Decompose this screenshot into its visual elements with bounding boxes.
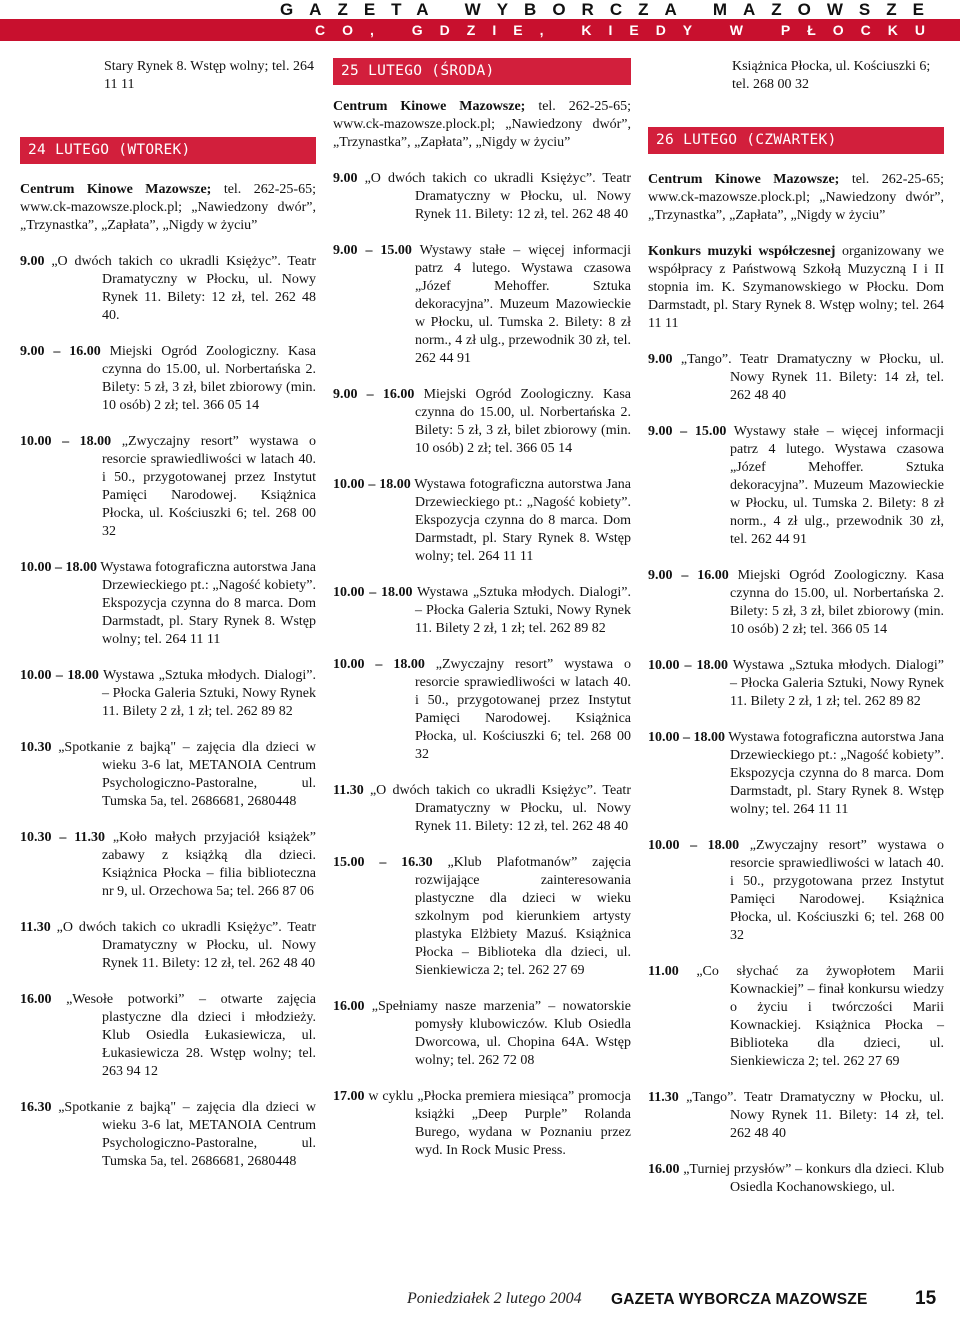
entry-text: „O dwóch takich co ukradli Księżyc”. Teatr Dramatyczny w Płocku, ul. Nowy Rynek 11. Bilety: 12 zł, tel. 262 48 40. — [51, 254, 316, 323]
entry-text: „Zwyczajny resort” wystawa o resorcie sprawiedliwości w latach 40. i 50., przygotowana przez Instytut Pamięci Narodowej. Książnica Płocka, ul. Kościuszki 6; tel. 268 00 32 — [730, 838, 945, 943]
listing-entry — [648, 1089, 944, 1143]
entry-time: 9.00 — [648, 352, 673, 367]
entry-time: 10.00 – 18.00 — [333, 657, 425, 672]
column-3 — [648, 58, 944, 1215]
entry-time: 10.00 – 18.00 — [648, 658, 728, 673]
listing-entry — [333, 782, 631, 836]
entry-text: Miejski Ogród Zoologiczny. Kasa czynna do 15.00, ul. Norbertańska 2. Bilety: 5 zł, 3 zł, bilet zbiorowy (min. 10 osób) 2 zł; tel. 366 05 14 — [102, 344, 317, 413]
page-footer — [0, 1288, 960, 1314]
listing-entry — [648, 837, 944, 945]
listing-entry — [20, 829, 316, 901]
day-header-tuesday: 24 LUTEGO (WTOREK) — [20, 137, 316, 164]
listing-entry — [648, 1161, 944, 1197]
listing-entry — [20, 181, 316, 235]
entry-text: „Co słychać za żywopłotem Marii Kownackiej” – finał konkursu wiedzy o życiu i twórczości Marii Kownackiej. Książnica Płocka – Biblioteka dla dzieci, ul. Sienkiewicza 2; tel. 262 27 69 — [696, 964, 945, 1069]
entry-text: „Spotkanie z bajką" – zajęcia dla dzieci w wieku 3-6 lat, METANOIA Centrum Psychologiczno-Pastoralne, ul. Tumska 5a, tel. 2686681, 2680448 — [58, 740, 317, 809]
masthead-title: GAZETA WYBORCZA MAZOWSZE — [0, 0, 960, 19]
entry-text: „O dwóch takich co ukradli Księżyc”. Teatr Dramatyczny w Płocku, ul. Nowy Rynek 11. Bilety: 12 zł, tel. 262 48 40 — [364, 171, 631, 222]
entry-time: 10.00 – 18.00 — [648, 730, 726, 745]
entry-text: Wystawa fotograficzna autorstwa Jana Drzewieckiego pt.: „Nagość kobiety”. Ekspozycja czynna do 8 marca. Dom Darmstadt, pl. Stary Rynek 8. Wstęp wolny; tel. 264 11 11 — [414, 477, 631, 564]
entry-time: 10.00 – 18.00 — [333, 585, 413, 600]
listing-entry — [333, 584, 631, 638]
listing-entry — [648, 657, 944, 711]
entry-text: Wystawy stałe – więcej informacji patrz 4 lutego. Wystawa czasowa „Józef Mehoffer. Sztuka dekoracyjna”. Muzeum Mazowieckie w Płocku, ul. Tumska 2. Bilety: 8 zł norm., 4 zł ulg., przewodnik 30 zł, tel. 262 44 91 — [730, 424, 944, 547]
entry-time: 10.00 – 18.00 — [20, 434, 112, 449]
column-2-entries — [333, 98, 631, 1160]
entry-time: 9.00 – 15.00 — [333, 243, 412, 258]
entry-time: 11.30 — [333, 783, 364, 798]
day-header-wednesday: 25 LUTEGO (ŚRODA) — [333, 58, 631, 85]
listing-entry — [20, 919, 316, 973]
entry-text: Miejski Ogród Zoologiczny. Kasa czynna do 15.00, ul. Norbertańska 2. Bilety: 5 zł, 3 zł, bilet zbiorowy (min. 10 osób) 2 zł; tel. 366 05 14 — [730, 568, 945, 637]
entry-text: „Zwyczajny resort” wystawa o resorcie sprawiedliwości w latach 40. i 50., przygotowanej przez Instytut Pamięci Narodowej. Książnica Płocka, ul. Kościuszki 6; tel. 268 00 32 — [415, 657, 632, 762]
column-1-intro: Stary Rynek 8. Wstęp wolny; tel. 264 11 11 — [104, 59, 314, 92]
column-1-entries — [20, 181, 316, 1171]
entry-time: 16.00 — [20, 992, 52, 1007]
entry-time: 9.00 — [20, 254, 45, 269]
day-header-thursday: 26 LUTEGO (CZWARTEK) — [648, 127, 944, 154]
listing-entry — [20, 667, 316, 721]
entry-time: 16.30 — [20, 1100, 52, 1115]
entry-text: Wystawa fotograficzna autorstwa Jana Drzewieckiego pt.: „Nagość kobiety”. Ekspozycja czynna do 8 marca. Dom Darmstadt, pl. Stary Rynek 8. Wstęp wolny; tel. 264 11 11 — [100, 560, 317, 647]
footer-paper-name: GAZETA WYBORCZA MAZOWSZE — [611, 1291, 868, 1308]
listing-entry — [20, 1099, 316, 1171]
entry-time: 16.00 — [648, 1162, 680, 1177]
listing-entry — [648, 351, 944, 405]
entry-text: „Turniej przysłów” – konkurs dla dzieci. Klub Osiedla Kochanowskiego, ul. — [683, 1162, 944, 1195]
listing-entry — [648, 171, 944, 225]
entry-text: Miejski Ogród Zoologiczny. Kasa czynna do 15.00, ul. Norbertańska 2. Bilety: 5 zł, 3 zł, bilet zbiorowy (min. 10 osób) 2 zł; tel. 366 05 14 — [415, 387, 632, 456]
entry-text: „Klub Plafotmanów” zajęcia rozwijające zainteresowania plastyczne dla dzieci w wieku szkolnym pod kierunkiem artysty plastyka Elżbiety Mazuś. Książnica Płocka – Biblioteka dla dzieci, ul. Sienkiewicza 2; tel. 262 27 69 — [415, 855, 631, 978]
entry-time: 10.00 – 18.00 — [648, 838, 740, 853]
column-3-intro: Książnica Płocka, ul. Kościuszki 6; tel. 268 00 32 — [732, 59, 931, 92]
column-3-entries — [648, 171, 944, 1197]
footer-date: Poniedziałek 2 lutego 2004 — [407, 1290, 582, 1307]
entry-text: Wystawa „Sztuka młodych. Dialogi”. – Płocka Galeria Sztuki, Nowy Rynek 11. Bilety 2 zł, 1 zł; tel. 262 89 82 — [415, 585, 632, 636]
entry-time: 15.00 – 16.30 — [333, 855, 433, 870]
page-number: 15 — [915, 1288, 937, 1309]
entry-time: 9.00 – 15.00 — [648, 424, 727, 439]
entry-time: 11.30 — [20, 920, 51, 935]
listing-entry — [20, 739, 316, 811]
entry-text: „Spotkanie z bajką" – zajęcia dla dzieci w wieku 3-6 lat, METANOIA Centrum Psychologiczno-Pastoralne, ul. Tumska 5a, tel. 2686681, 2680448 — [58, 1100, 317, 1169]
listing-entry — [648, 963, 944, 1071]
entry-text: „Koło małych przyjaciół książek” zabawy z książką dla dzieci. Książnica Płocka – filia biblioteczna nr 9, ul. Orzechowa 5a; tel. 266 87 06 — [102, 830, 317, 899]
listing-entry — [333, 98, 631, 152]
entry-text: Wystawa „Sztuka młodych. Dialogi” – Płocka Galeria Sztuki, Nowy Rynek 11. Bilety 2 zł, 1 zł; tel. 262 89 82 — [730, 658, 945, 709]
listing-entry — [20, 343, 316, 415]
entry-time: 9.00 – 16.00 — [648, 568, 729, 583]
entry-time: 9.00 – 16.00 — [20, 344, 101, 359]
listing-entry — [20, 991, 316, 1081]
listing-entry — [20, 253, 316, 325]
masthead-subtitle: CO, GDZIE, KIEDY W PŁOCKU — [0, 19, 960, 41]
listing-entry — [648, 423, 944, 549]
listing-entry — [648, 729, 944, 819]
entry-text: „Zwyczajny resort” wystawa o resorcie sprawiedliwości w latach 40. i 50., przygotowanej przez Instytut Pamięci Narodowej. Książnica Płocka, ul. Kościuszki 6; tel. 268 00 32 — [102, 434, 317, 539]
listing-entry — [333, 386, 631, 458]
entry-time: 11.30 — [648, 1090, 679, 1105]
listing-entry — [333, 476, 631, 566]
entry-time: 17.00 — [333, 1089, 365, 1104]
column-2 — [333, 58, 631, 1178]
entry-text: w cyklu „Płocka premiera miesiąca” promocja książki „Deep Purple” Rolanda Burego, wydana w Poznaniu przez wyd. In Rock Music Press. — [368, 1089, 631, 1158]
listing-entry — [333, 854, 631, 980]
listing-entry — [333, 242, 631, 368]
entry-time: 9.00 — [333, 171, 358, 186]
entry-text: „Tango”. Teatr Dramatyczny w Płocku, ul. Nowy Rynek 11. Bilety: 14 zł, tel. 262 48 40 — [680, 352, 944, 403]
entry-time: 10.00 – 18.00 — [333, 477, 411, 492]
listing-entry — [333, 998, 631, 1070]
entry-text: Wystawy stałe – więcej informacji patrz 4 lutego. Wystawa czasowa „Józef Mehoffer. Sztuka dekoracyjna”. Muzeum Mazowieckie w Płocku, ul. Tumska 2. Bilety: 8 zł norm., 4 zł ulg., przewodnik 30 zł, tel. 262 44 91 — [415, 243, 632, 366]
entry-time: 10.00 – 18.00 — [20, 560, 98, 575]
entry-text: Centrum Kinowe Mazowsze; tel. 262-25-65; www.ck-mazowsze.plock.pl; „Nawiedzony dwór”, „Trzynastka”, „Zapłata”, „Nigdy w życiu” — [648, 172, 944, 223]
entry-time: 10.00 – 18.00 — [20, 668, 99, 683]
entry-time: 11.00 — [648, 964, 679, 979]
entry-text: Wystawa fotograficzna autorstwa Jana Drzewieckiego pt.: „Nagość kobiety”. Ekspozycja czynna do 8 marca. Dom Darmstadt, pl. Stary Rynek 8. Wstęp wolny; tel. 264 11 11 — [728, 730, 945, 817]
listing-entry — [20, 433, 316, 541]
listing-entry — [648, 567, 944, 639]
entry-text: „Tango”. Teatr Dramatyczny w Płocku, ul. Nowy Rynek 11. Bilety: 14 zł, tel. 262 48 40 — [686, 1090, 944, 1141]
entry-time: 10.30 — [20, 740, 52, 755]
entry-text: „O dwóch takich co ukradli Księżyc”. Teatr Dramatyczny w Płocku, ul. Nowy Rynek 11. Bilety: 12 zł, tel. 262 48 40 — [369, 783, 631, 834]
entry-text: „O dwóch takich co ukradli Księżyc”. Teatr Dramatyczny w Płocku, ul. Nowy Rynek 11. Bilety: 12 zł, tel. 262 48 40 — [56, 920, 316, 971]
entry-text: Konkurs muzyki współczesnej organizowany we współpracy z Państwową Szkołą Muzyczną I i II stopnia im. K. Szymanowskiego w Płocku. Dom Darmstadt, pl. Stary Rynek 8. Wstęp wolny; tel. 264 11 11 — [648, 244, 945, 331]
entry-text: Centrum Kinowe Mazowsze; tel. 262-25-65; www.ck-mazowsze.plock.pl; „Nawiedzony dwór”, „Trzynastka”, „Zapłata”, „Nigdy w życiu” — [20, 182, 316, 233]
listing-entry — [648, 243, 944, 333]
entry-text: „Spełniamy nasze marzenia” – nowatorskie pomysły klubowiczów. Klub Osiedla Dworcowa, ul. Chopina 64A. Wstęp wolny; tel. 262 72 08 — [371, 999, 632, 1068]
listing-entry — [333, 1088, 631, 1160]
entry-time: 10.30 – 11.30 — [20, 830, 105, 845]
column-1 — [20, 58, 316, 1189]
entry-time: 16.00 — [333, 999, 365, 1014]
listing-entry — [333, 656, 631, 764]
entry-text: „Wesołe potworki” – otwarte zajęcia plastyczne dla dzieci i młodzieży. Klub Osiedla Łukasiewicza, ul. Łukasiewicza 28. Wstęp wolny; tel. 263 94 12 — [66, 992, 317, 1079]
listing-entry — [333, 170, 631, 224]
entry-time: 9.00 – 16.00 — [333, 387, 415, 402]
entry-text: Centrum Kinowe Mazowsze; tel. 262-25-65; www.ck-mazowsze.plock.pl; „Nawiedzony dwór”, „Trzynastka”, „Zapłata”, „Nigdy w życiu” — [333, 99, 631, 150]
listing-entry — [20, 559, 316, 649]
entry-text: Wystawa „Sztuka młodych. Dialogi”. – Płocka Galeria Sztuki, Nowy Rynek 11. Bilety 2 zł, 1 zł; tel. 262 89 82 — [102, 668, 317, 719]
